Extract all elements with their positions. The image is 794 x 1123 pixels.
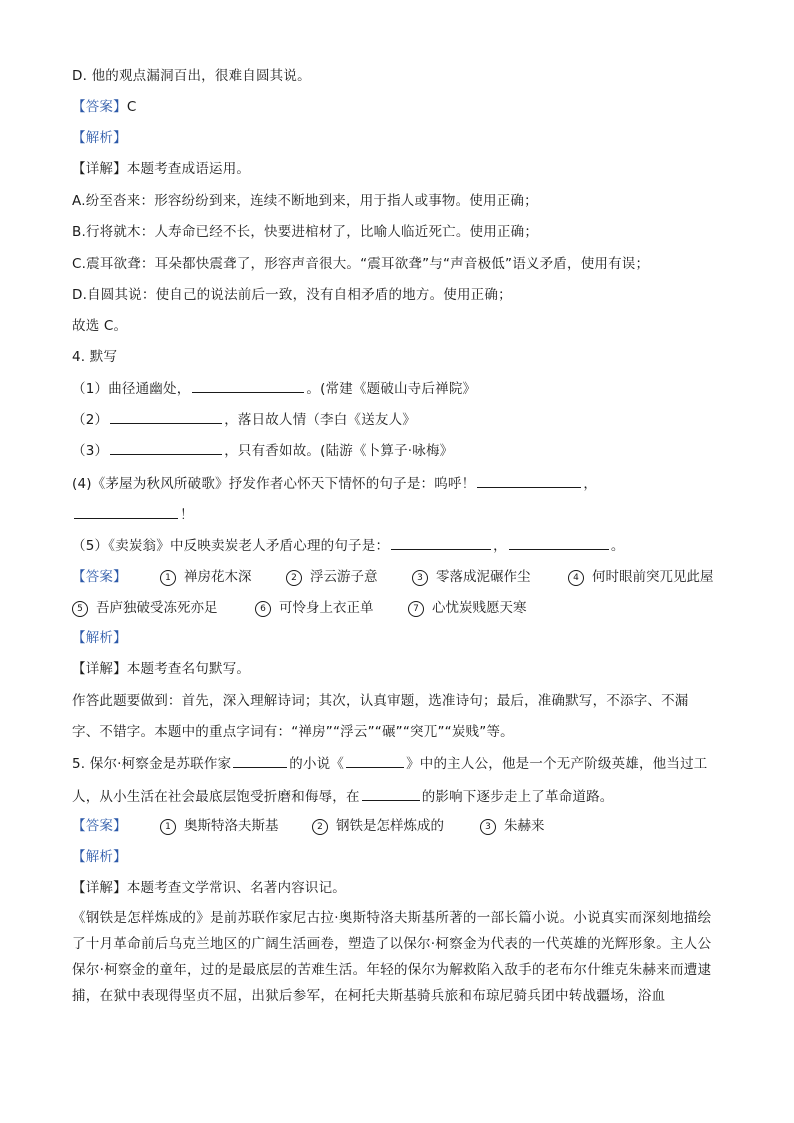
q5-text: 5. 保尔·柯察金是苏联作家 xyxy=(72,756,232,772)
circled-number: 2 xyxy=(312,819,328,835)
q4-5-comma: ， xyxy=(493,538,507,554)
q4-5-prefix: （5）《卖炭翁》中反映卖炭老人矛盾心理的句子是： xyxy=(72,538,390,554)
circled-number: 3 xyxy=(412,570,428,586)
fill-blank xyxy=(233,753,287,768)
answer-text: 浮云游子意 xyxy=(310,569,378,585)
q4-answer-tag-row xyxy=(72,567,127,587)
q4-1-prefix: （1）曲径通幽处， xyxy=(72,381,191,397)
q4-2-prefix: （2） xyxy=(72,412,109,428)
answer-tag: 【答案】 xyxy=(72,818,127,834)
q5-stem-2 xyxy=(72,786,614,807)
analysis-tag: 【解析】 xyxy=(72,849,127,865)
q4-item-4-cont xyxy=(72,504,194,525)
q4-explain-2: 字、不错字。本题中的重点字词有：“禅房”“浮云”“碾”“突兀”“炭贱”等。 xyxy=(72,724,514,740)
answer-text: 钢铁是怎样炼成的 xyxy=(336,818,444,834)
q4-title: 4. 默写 xyxy=(72,349,118,365)
q3-explain-c: C.震耳欲聋：耳朵都快震聋了，形容声音很大。“震耳欲聋”与“声音极低”语义矛盾，使用有误； xyxy=(72,256,650,272)
circled-number: 5 xyxy=(72,601,88,617)
analysis-tag: 【解析】 xyxy=(72,630,127,646)
fill-blank xyxy=(192,378,304,393)
answer-text: 心忧炭贱愿天寒 xyxy=(432,600,527,616)
q5-answer-tag-row xyxy=(72,816,127,836)
q4-explain-1: 作答此题要做到：首先，深入理解诗词；其次，认真审题，选准诗句；最后，准确默写，不添字、不漏 xyxy=(72,693,689,709)
q5-detail-text: 本题考查文学常识、名著内容识记。 xyxy=(126,880,347,896)
answer-text: 何时眼前突兀见此屋 xyxy=(592,569,714,585)
q4-answer-7 xyxy=(408,598,527,618)
fill-blank xyxy=(346,753,404,768)
q3-conclusion: 故选 C。 xyxy=(72,318,128,334)
q4-answer-3 xyxy=(412,567,531,587)
q5-answer-2 xyxy=(312,816,444,836)
fill-blank xyxy=(477,473,581,488)
q4-3-prefix: （3） xyxy=(72,443,109,459)
answer-text: 可怜身上衣正单 xyxy=(279,600,374,616)
q3-answer xyxy=(72,97,136,117)
q4-1-suffix: 。(常建《题破山寺后禅院》 xyxy=(306,381,477,397)
q5-explanation-paragraph: 《钢铁是怎样炼成的》是前苏联作家尼古拉·奥斯特洛夫斯基所著的一部长篇小说。小说真实而深刻地描绘了十月革命前后乌克兰地区的广阔生活画卷，塑造了以保尔·柯察金为代表的一代英雄的光辉形象。主人公保尔·柯察金的童年，过的是最底层的苦难生活。年轻的保尔为解救陷入敌手的老布尔什维克朱赫来而遭逮捕，在狱中表现得坚贞不屈，出狱后参军，在柯托夫斯基骑兵旅和布琼尼骑兵团中转战疆场，浴血 xyxy=(72,910,712,1004)
q5-detail xyxy=(72,878,346,898)
q3-analysis-heading xyxy=(72,128,127,148)
fill-blank xyxy=(509,535,609,550)
q5-text: 的影响下逐步走上了革命道路。 xyxy=(421,789,614,805)
q5-stem-1 xyxy=(72,753,707,774)
answer-text: 禅房花木深 xyxy=(184,569,252,585)
q4-item-2 xyxy=(72,409,416,430)
q3-option-d: D. 他的观点漏洞百出，很难自圆其说。 xyxy=(72,68,311,84)
q5-text: 的小说《 xyxy=(289,756,345,772)
q4-4-comma: ， xyxy=(583,476,598,492)
q3-detail xyxy=(72,159,250,179)
q5-analysis-heading xyxy=(72,847,127,867)
detail-tag: 【详解】 xyxy=(72,880,127,896)
q4-item-4 xyxy=(72,473,597,494)
fill-blank xyxy=(391,535,491,550)
q4-item-1 xyxy=(72,378,476,399)
circled-number: 3 xyxy=(480,819,496,835)
answer-text: 朱赫来 xyxy=(504,818,545,834)
q4-answer-5 xyxy=(72,598,218,618)
q5-answer-1 xyxy=(160,816,279,836)
q4-4-prefix: (4)《茅屋为秋风所破歌》抒发作者心怀天下情怀的句子是：呜呼！ xyxy=(72,476,476,492)
q4-detail xyxy=(72,659,250,679)
q4-item-5 xyxy=(72,535,625,556)
circled-number: 1 xyxy=(160,570,176,586)
q4-answer-1 xyxy=(160,567,252,587)
fill-blank xyxy=(74,504,178,519)
circled-number: 7 xyxy=(408,601,424,617)
answer-text: 奥斯特洛夫斯基 xyxy=(184,818,279,834)
q5-text: 人，从小生活在社会最底层饱受折磨和侮辱，在 xyxy=(72,789,360,805)
q4-2-suffix: ，落日故人情（李白《送友人》 xyxy=(224,412,417,428)
answer-text: 零落成泥碾作尘 xyxy=(436,569,531,585)
q3-explain-b: B.行将就木：人寿命已经不长，快要进棺材了，比喻人临近死亡。使用正确； xyxy=(72,224,539,240)
answer-tag: 【答案】 xyxy=(72,569,127,585)
q3-answer-value: C xyxy=(126,99,137,115)
q4-4-exclaim: ！ xyxy=(180,507,194,523)
q4-answer-2 xyxy=(286,567,378,587)
q5-answer-3 xyxy=(480,816,545,836)
q3-explain-a: A.纷至沓来：形容纷纷到来，连续不断地到来，用于指人或事物。使用正确； xyxy=(72,193,538,209)
q5-text: 》中的主人公，他是一个无产阶级英雄，他当过工 xyxy=(406,756,708,772)
q4-answer-6 xyxy=(255,598,374,618)
answer-tag: 【答案】 xyxy=(72,99,127,115)
q4-answer-4 xyxy=(568,567,714,587)
q4-analysis-heading xyxy=(72,628,127,648)
circled-number: 6 xyxy=(255,601,271,617)
circled-number: 2 xyxy=(286,570,302,586)
fill-blank xyxy=(110,440,222,455)
detail-tag: 【详解】 xyxy=(72,661,127,677)
q4-3-suffix: ，只有香如故。(陆游《卜算子·咏梅》 xyxy=(224,443,454,459)
detail-tag: 【详解】 xyxy=(72,161,127,177)
q4-5-period: 。 xyxy=(610,538,625,554)
q3-explain-d: D.自圆其说：使自己的说法前后一致，没有自相矛盾的地方。使用正确； xyxy=(72,287,512,303)
fill-blank xyxy=(362,786,420,801)
q4-detail-text: 本题考查名句默写。 xyxy=(126,661,251,677)
fill-blank xyxy=(110,409,222,424)
circled-number: 4 xyxy=(568,570,584,586)
circled-number: 1 xyxy=(160,819,176,835)
q3-detail-text: 本题考查成语运用。 xyxy=(126,161,251,177)
answer-text: 吾庐独破受冻死亦足 xyxy=(96,600,218,616)
q4-item-3 xyxy=(72,440,453,461)
analysis-tag: 【解析】 xyxy=(72,130,127,146)
